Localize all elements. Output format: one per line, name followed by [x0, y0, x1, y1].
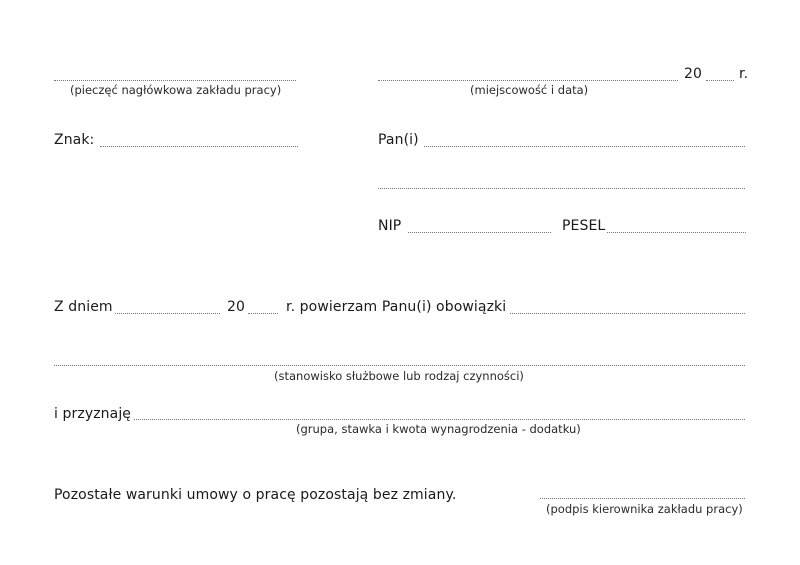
duties-line[interactable] — [510, 313, 745, 314]
z-dniem-label: Z dniem — [54, 299, 113, 315]
signature-caption: (podpis kierownika zakładu pracy) — [546, 502, 743, 516]
position-caption: (stanowisko służbowe lub rodzaj czynności) — [274, 369, 524, 383]
pan-label: Pan(i) — [378, 132, 419, 148]
year-line[interactable] — [706, 80, 734, 81]
place-date-caption: (miejscowość i data) — [470, 83, 589, 97]
date-line[interactable] — [115, 313, 220, 314]
pesel-line[interactable] — [607, 232, 746, 233]
powierzam-text: r. powierzam Panu(i) obowiązki — [286, 299, 507, 315]
year-suffix-label: r. — [739, 66, 749, 82]
body-year-prefix: 20 — [227, 299, 246, 315]
salary-caption: (grupa, stawka i kwota wynagrodzenia - dodatku) — [296, 422, 581, 436]
pesel-label: PESEL — [562, 218, 606, 234]
znak-line[interactable] — [100, 146, 298, 147]
stamp-line[interactable] — [54, 80, 296, 81]
signature-line[interactable] — [540, 498, 745, 499]
nip-line[interactable] — [408, 232, 551, 233]
place-date-line[interactable] — [378, 80, 678, 81]
przyznaje-label: i przyznaję — [54, 406, 132, 422]
znak-label: Znak: — [54, 132, 95, 148]
body-year-line[interactable] — [248, 313, 278, 314]
pan-line[interactable] — [424, 146, 745, 147]
pan-line-2[interactable] — [378, 188, 745, 189]
stamp-caption: (pieczęć nagłówkowa zakładu pracy) — [70, 83, 282, 97]
position-line[interactable] — [54, 365, 745, 366]
year-prefix-label: 20 — [684, 66, 703, 82]
salary-line[interactable] — [134, 419, 745, 420]
nip-label: NIP — [378, 218, 402, 234]
conditions-text: Pozostałe warunki umowy o pracę pozostają bez zmiany. — [54, 487, 457, 503]
